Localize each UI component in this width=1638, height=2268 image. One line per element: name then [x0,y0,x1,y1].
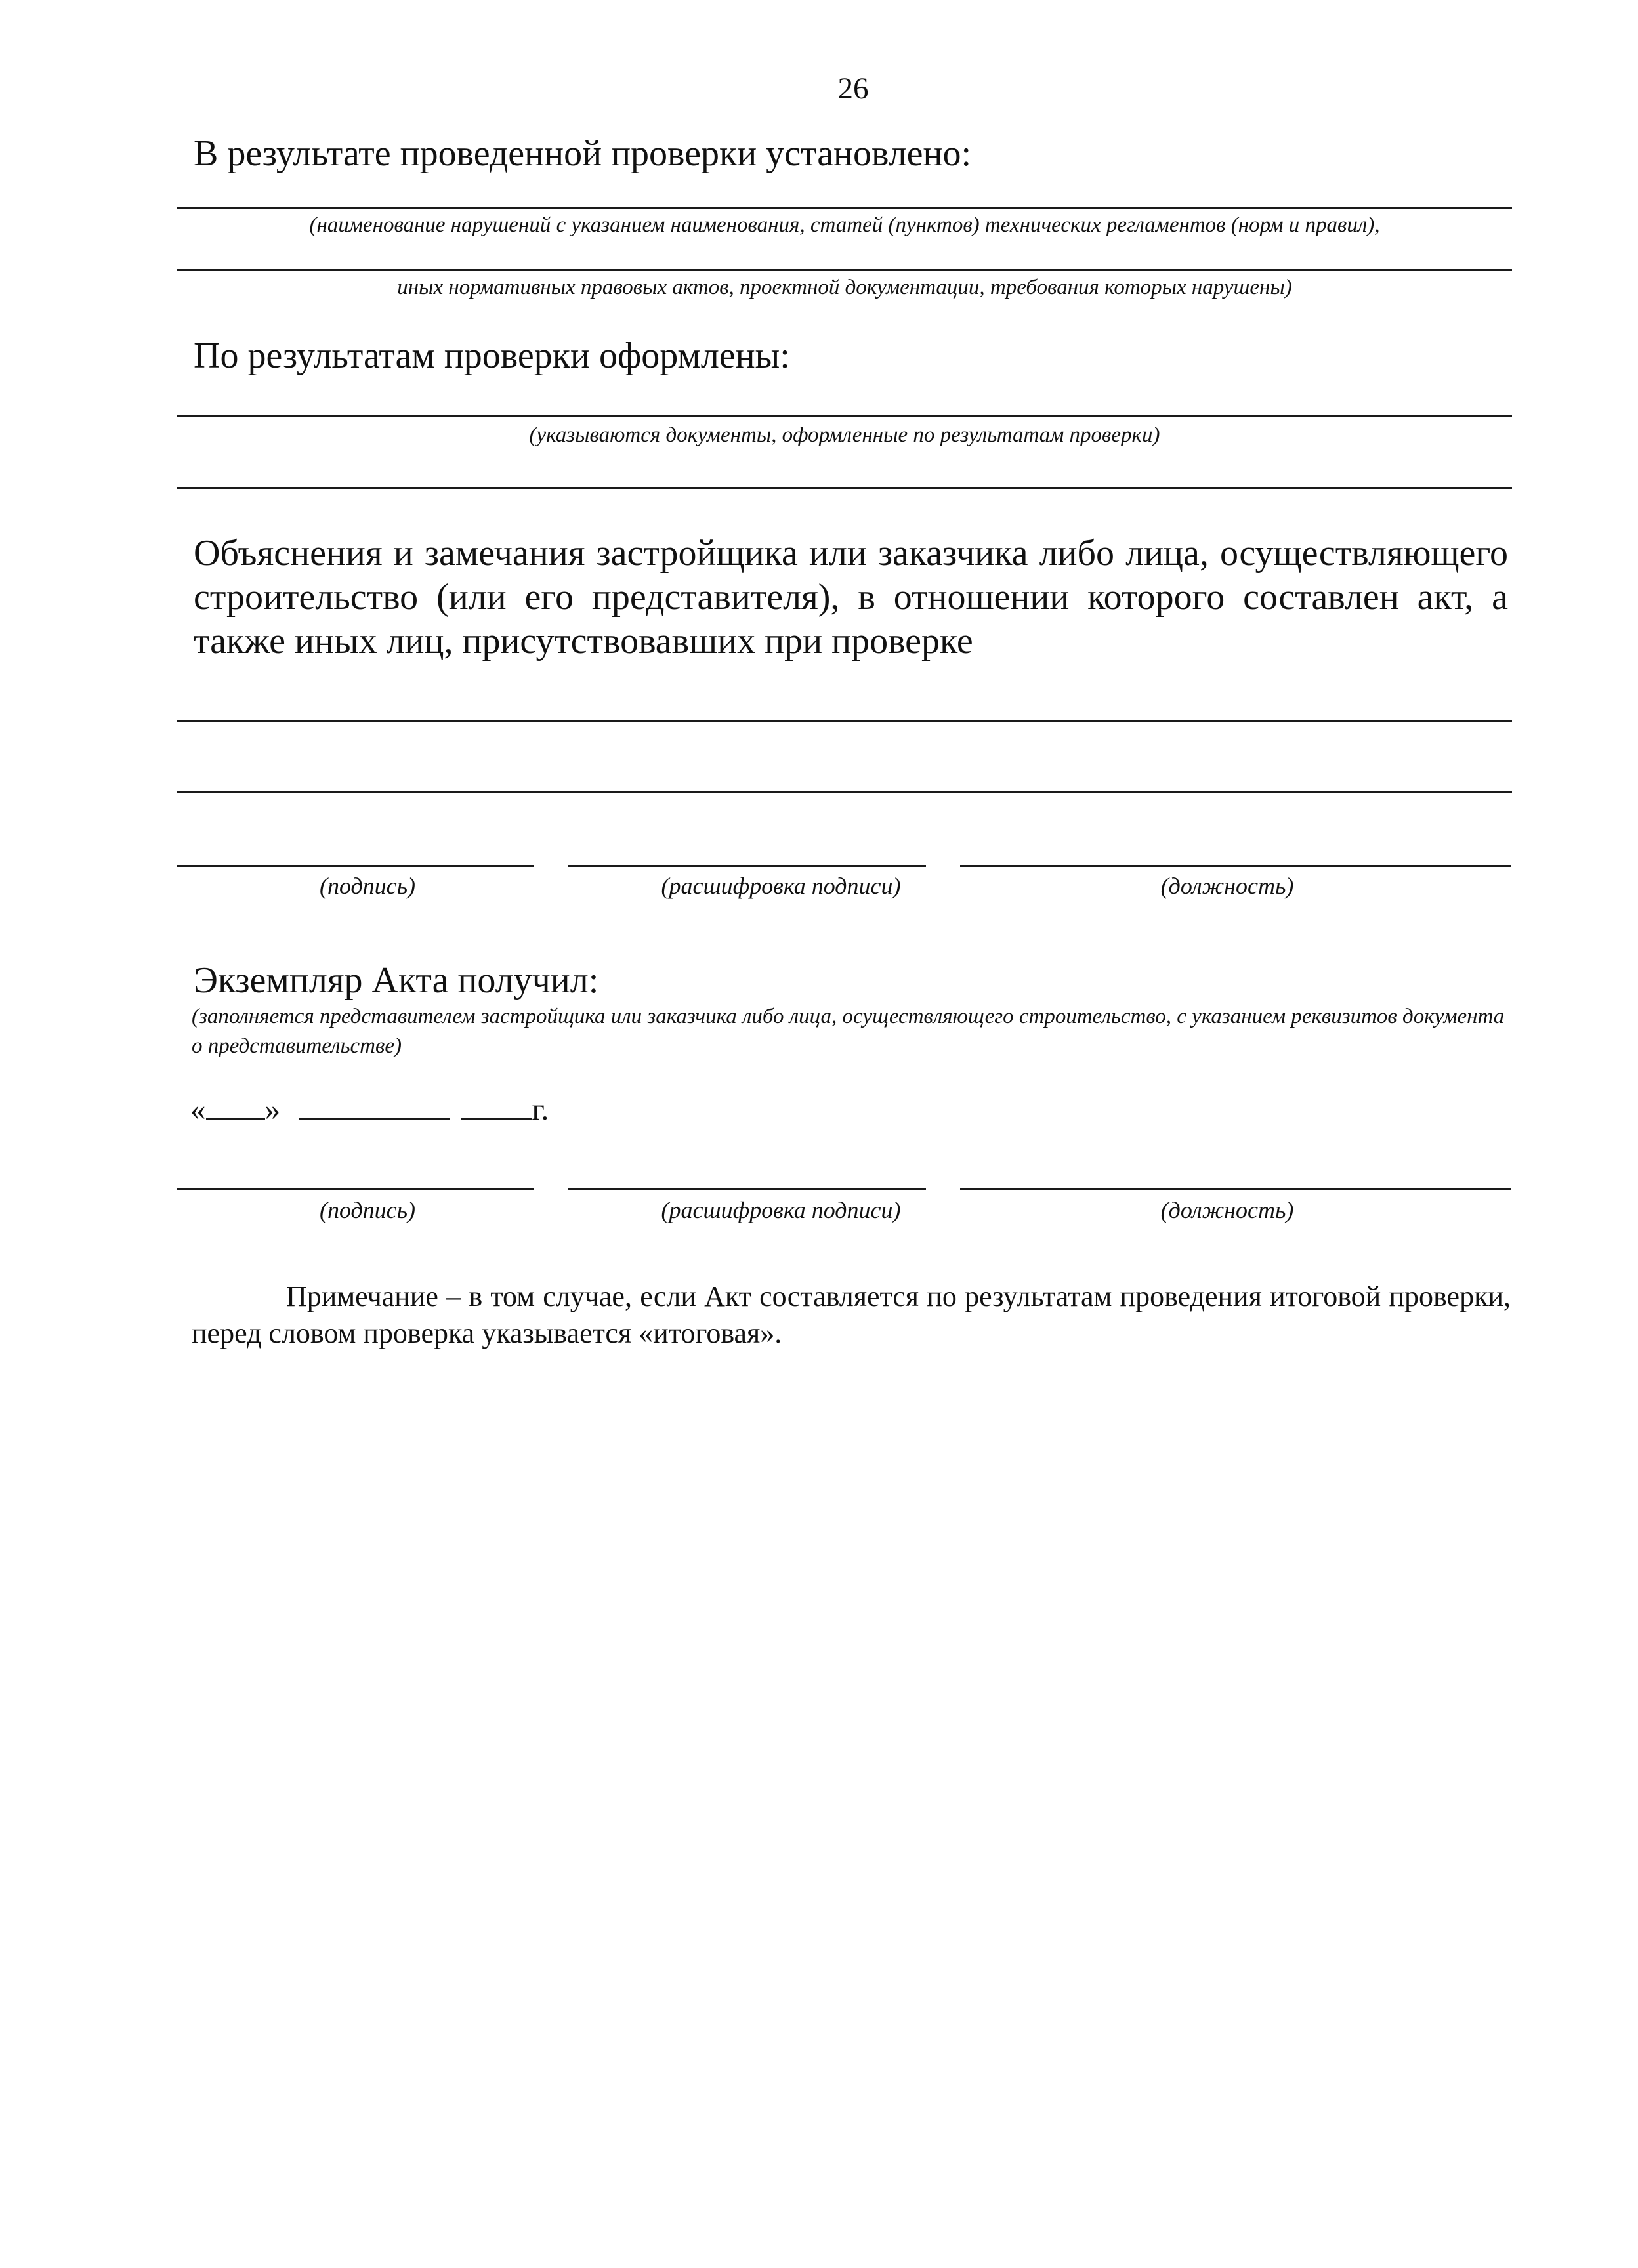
signature-label: (подпись) [319,873,416,899]
position-label: (должность) [1160,873,1294,899]
documents-line-2[interactable] [177,487,1512,489]
explanations-line-1[interactable] [177,720,1512,722]
year-suffix: г. [532,1093,549,1127]
month-field[interactable] [299,1095,450,1120]
signature-decoding-line[interactable] [568,865,926,867]
explanations-line-2[interactable] [177,791,1512,793]
day-field[interactable] [206,1095,265,1120]
copy-received-heading: Экземпляр Акта получил: [194,960,599,1001]
signature-line-2[interactable] [177,1188,534,1190]
documents-caption: (указываются документы, оформленные по результатам проверки) [529,423,1160,447]
findings-heading: В результате проведенной проверки установлено: [194,133,972,174]
findings-caption-1: (наименование нарушений с указанием наименования, статей (пунктов) технических регламентов (норм и правил), [309,213,1380,237]
explanations-paragraph: Объяснения и замечания застройщика или заказчика либо лица, осуществляющего строительство (или его представителя), в отношении которого составлен акт, а также иных лиц, присутствовавших при проверке [194,533,1508,662]
signature-decoding-label: (расшифровка подписи) [661,873,901,899]
documents-line-1[interactable] [177,415,1512,417]
page-number: 26 [837,72,869,106]
signature-line[interactable] [177,865,534,867]
findings-line-1[interactable] [177,207,1512,209]
signature-decoding-label-2: (расшифровка подписи) [661,1197,901,1223]
documents-heading: По результатам проверки оформлены: [194,335,790,376]
signature-label-2: (подпись) [319,1197,416,1223]
copy-received-caption: (заполняется представителем застройщика или заказчика либо лица, осуществляющего строительство, с указанием реквизитов документа о представительстве) [192,1005,1505,1058]
position-label-2: (должность) [1160,1197,1294,1223]
findings-caption-2: иных нормативных правовых актов, проектной документации, требования которых нарушены) [397,276,1292,299]
year-field[interactable] [461,1095,532,1120]
date-close-quote: » [264,1093,280,1127]
position-line-2[interactable] [960,1188,1511,1190]
date-open-quote: « [190,1093,206,1127]
position-line[interactable] [960,865,1511,867]
date-line [190,1095,549,1125]
signature-decoding-line-2[interactable] [568,1188,926,1190]
note-paragraph: Примечание – в том случае, если Акт составляется по результатам проведения итоговой проверки, перед словом проверка указывается «итоговая». [192,1280,1511,1349]
findings-line-2[interactable] [177,269,1512,271]
